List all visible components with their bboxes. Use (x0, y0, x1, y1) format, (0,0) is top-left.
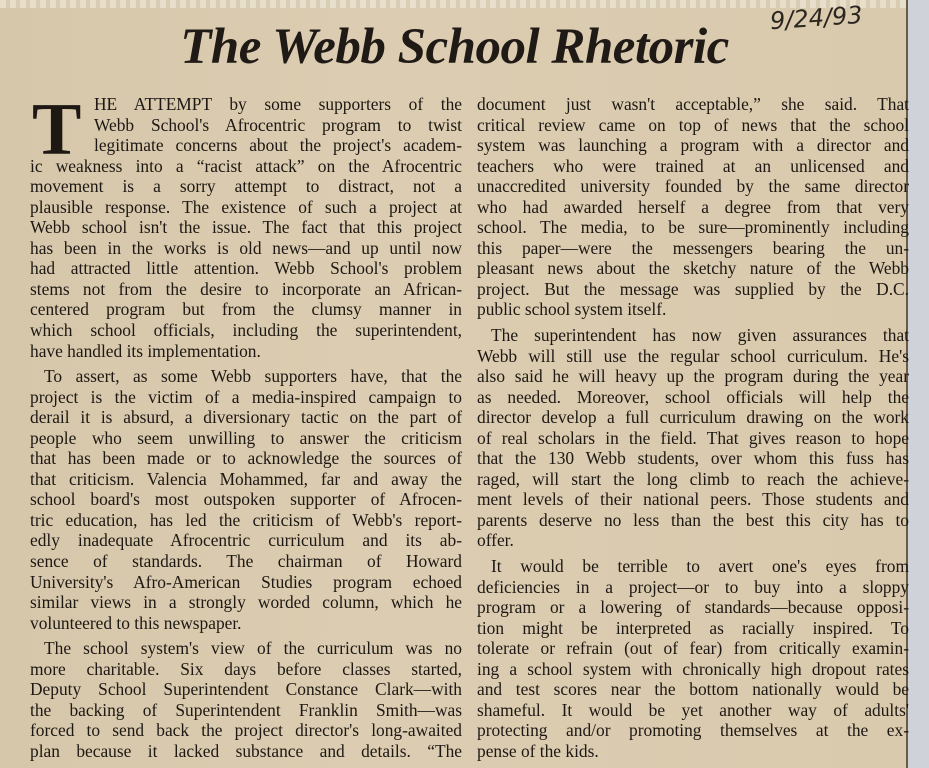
text-line: tion might be interpreted as racially inspired. To (477, 617, 909, 638)
text-line: that criticism. Valencia Mohammed, far and away the (30, 468, 462, 489)
text-line: centered program but from the clumsy manner in (30, 299, 462, 320)
handwritten-date: 9/24/93 (769, 0, 864, 36)
text-line: pleasant news about the sketchy nature of the Webb (477, 258, 909, 279)
text-line: tolerate or refrain (out of fear) from critically examin- (477, 638, 909, 659)
text-line: had attracted little attention. Webb School's problem (30, 258, 462, 279)
text-line: To assert, as some Webb supporters have, that the (44, 366, 462, 387)
text-line: as needed. Moreover, school officials will help the (477, 386, 909, 407)
text-line: legitimate concerns about the project's academ- (94, 135, 462, 156)
text-line: teachers who were trained at an unlicensed and (477, 155, 909, 176)
text-line: deficiencies in a project—or to buy into a sloppy (477, 576, 909, 597)
text-line: offer. (477, 530, 514, 551)
text-line: derail it is absurd, a diversionary tactic on the part of (30, 407, 462, 428)
text-line: also said he will heavy up the program during the year (477, 366, 909, 387)
text-line: stems not from the desire to incorporate an African- (30, 278, 462, 299)
text-line: Webb school isn't the issue. The fact that this project (30, 217, 462, 238)
text-line: similar views in a strongly worded column, which he (30, 592, 462, 613)
text-line: Webb will still use the regular school curriculum. He's (477, 345, 909, 366)
text-line: Webb School's Afrocentric program to twist (94, 114, 462, 135)
text-line: It would be terrible to avert one's eyes from (491, 556, 909, 577)
text-line: tric education, has led the criticism of Webb's report- (30, 509, 462, 530)
text-line: plan because it lacked substance and details. “The (30, 740, 462, 761)
left-column (30, 89, 462, 761)
text-line: has been in the works is old news—and up until now (30, 237, 462, 258)
text-line: pense of the kids. (477, 740, 599, 761)
text-line: forced to send back the project director's long-awaited (30, 720, 462, 741)
text-line: project is the victim of a media-inspired campaign to (30, 386, 462, 407)
right-column (477, 95, 909, 761)
text-line: sence of standards. The chairman of Howard (30, 551, 462, 572)
text-line: which school officials, including the superintendent, (30, 320, 462, 341)
text-line: the backing of Superintendent Franklin Smith—was (30, 699, 462, 720)
text-line: document just wasn't acceptable,” she said. That (477, 94, 909, 114)
text-line: HE ATTEMPT by some supporters of the (94, 94, 462, 114)
text-line: school board's most outspoken supporter of Afrocen- (30, 489, 462, 510)
text-line: this paper—were the messengers bearing the un- (477, 237, 909, 258)
text-line: The school system's view of the curriculum was no (44, 638, 462, 659)
text-line: that the 130 Webb students, over whom this fuss has (477, 448, 909, 469)
text-line: plausible response. The existence of such a project at (30, 196, 462, 217)
text-line: critical review came on top of news that the school (477, 114, 909, 135)
text-line: public school system itself. (477, 299, 667, 320)
text-line: program or a lowering of standards—because opposi- (477, 597, 909, 618)
text-line: volunteered to this newspaper. (30, 612, 242, 633)
text-line: edly inadequate Afrocentric curriculum and its ab- (30, 530, 462, 551)
text-line: people who seem unwilling to answer the criticism (30, 427, 462, 448)
text-line: school. The media, to be sure—prominently including (477, 217, 909, 238)
text-line: University's Afro-American Studies program echoed (30, 571, 462, 592)
text-line: shameful. It would be yet another way of adults' (477, 699, 909, 720)
text-line: of real scholars in the field. That gives reason to hope (477, 427, 909, 448)
text-line: that has been made or to acknowledge the sources of (30, 448, 462, 469)
text-line: system was launching a program with a director and (477, 135, 909, 156)
text-line: ing a school system with chronically high dropout rates (477, 658, 909, 679)
text-line: parents deserve no less than the best this city has to (477, 509, 909, 530)
text-line: ic weakness into a “racist attack” on the Afrocentric (30, 155, 462, 176)
drop-cap: T (32, 89, 82, 171)
text-line: The superintendent has now given assurances that (491, 325, 909, 346)
text-line: have handled its implementation. (30, 340, 261, 361)
text-line: Deputy School Superintendent Constance Clark—with (30, 679, 462, 700)
text-line: director develop a full curriculum drawing on the work (477, 407, 909, 428)
text-line: movement is a sorry attempt to distract, not a (30, 176, 462, 197)
text-line: who had awarded herself a degree from that very (477, 196, 909, 217)
headline: The Webb School Rhetoric (180, 19, 729, 75)
text-line: ment levels of their national peers. Those students and (477, 489, 909, 510)
text-line: raged, will start the long climb to reach the achieve- (477, 468, 909, 489)
text-line: protecting and/or promoting themselves at the ex- (477, 720, 909, 741)
text-line: project. But the message was supplied by the D.C. (477, 278, 909, 299)
text-line: unaccredited university founded by the same director (477, 176, 909, 197)
text-line: more charitable. Six days before classes started, (30, 658, 462, 679)
text-line: and test scores near the bottom nationally would be (477, 679, 909, 700)
